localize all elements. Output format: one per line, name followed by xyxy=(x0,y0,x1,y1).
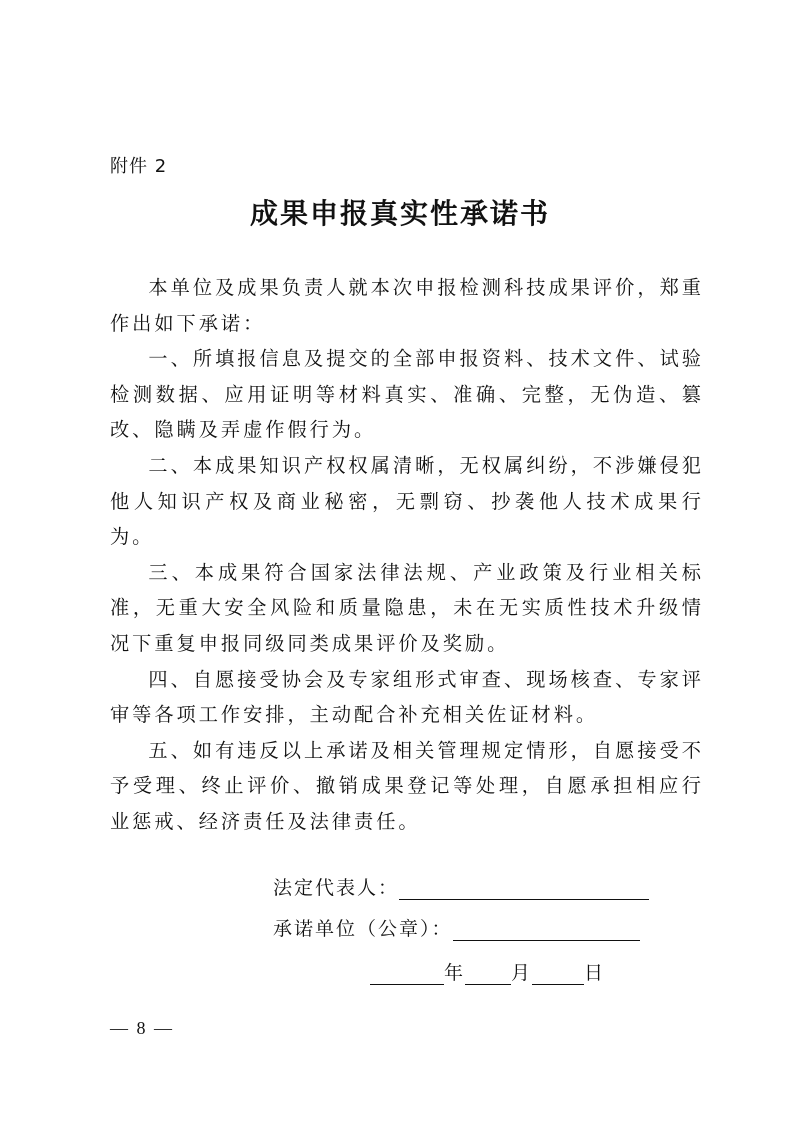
intro-paragraph: 本单位及成果负责人就本次申报检测科技成果评价，郑重作出如下承诺： xyxy=(110,276,704,335)
legal-representative-label: 法定代表人： xyxy=(273,877,400,899)
day-label: 日 xyxy=(584,962,606,984)
commitment-item-2: 二、本成果知识产权权属清晰，无权属纠纷，不涉嫌侵犯他人知识产权及商业秘密，无剽窃、抄袭他人技术成果行为。 xyxy=(110,453,704,549)
month-blank-line xyxy=(465,962,511,985)
month-label: 月 xyxy=(511,962,533,984)
committing-unit-seal-line xyxy=(453,918,640,941)
commitment-body xyxy=(110,270,704,840)
date-row xyxy=(370,958,605,985)
commitment-item-4: 四、自愿接受协会及专家组形式审查、现场核查、专家评审等各项工作安排，主动配合补充相关佐证材料。 xyxy=(110,667,704,727)
commitment-item-5: 五、如有违反以上承诺及相关管理规定情形，自愿接受不予受理、终止评价、撤销成果登记等处理，自愿承担相应行业惩戒、经济责任及法律责任。 xyxy=(110,738,704,833)
year-blank-line xyxy=(370,962,444,985)
commitment-item-3: 三、本成果符合国家法律法规、产业政策及行业相关标准，无重大安全风险和质量隐患，未在无实质性技术升级情况下重复申报同级同类成果评价及奖励。 xyxy=(110,560,704,655)
document-title: 成果申报真实性承诺书 xyxy=(249,197,550,230)
page-number: — 8 — xyxy=(110,1018,174,1038)
commitment-item-1: 一、所填报信息及提交的全部申报资料、技术文件、试验检测数据、应用证明等材料真实、准确、完整，无伪造、篡改、隐瞒及弄虚作假行为。 xyxy=(110,347,704,442)
attachment-label: 附件 2 xyxy=(110,156,168,177)
legal-representative-signature-line xyxy=(399,877,649,900)
day-blank-line xyxy=(532,962,584,985)
legal-representative-row xyxy=(273,873,649,900)
committing-unit-label: 承诺单位（公章）： xyxy=(273,918,453,940)
year-label: 年 xyxy=(444,962,466,984)
committing-unit-row xyxy=(273,914,640,941)
